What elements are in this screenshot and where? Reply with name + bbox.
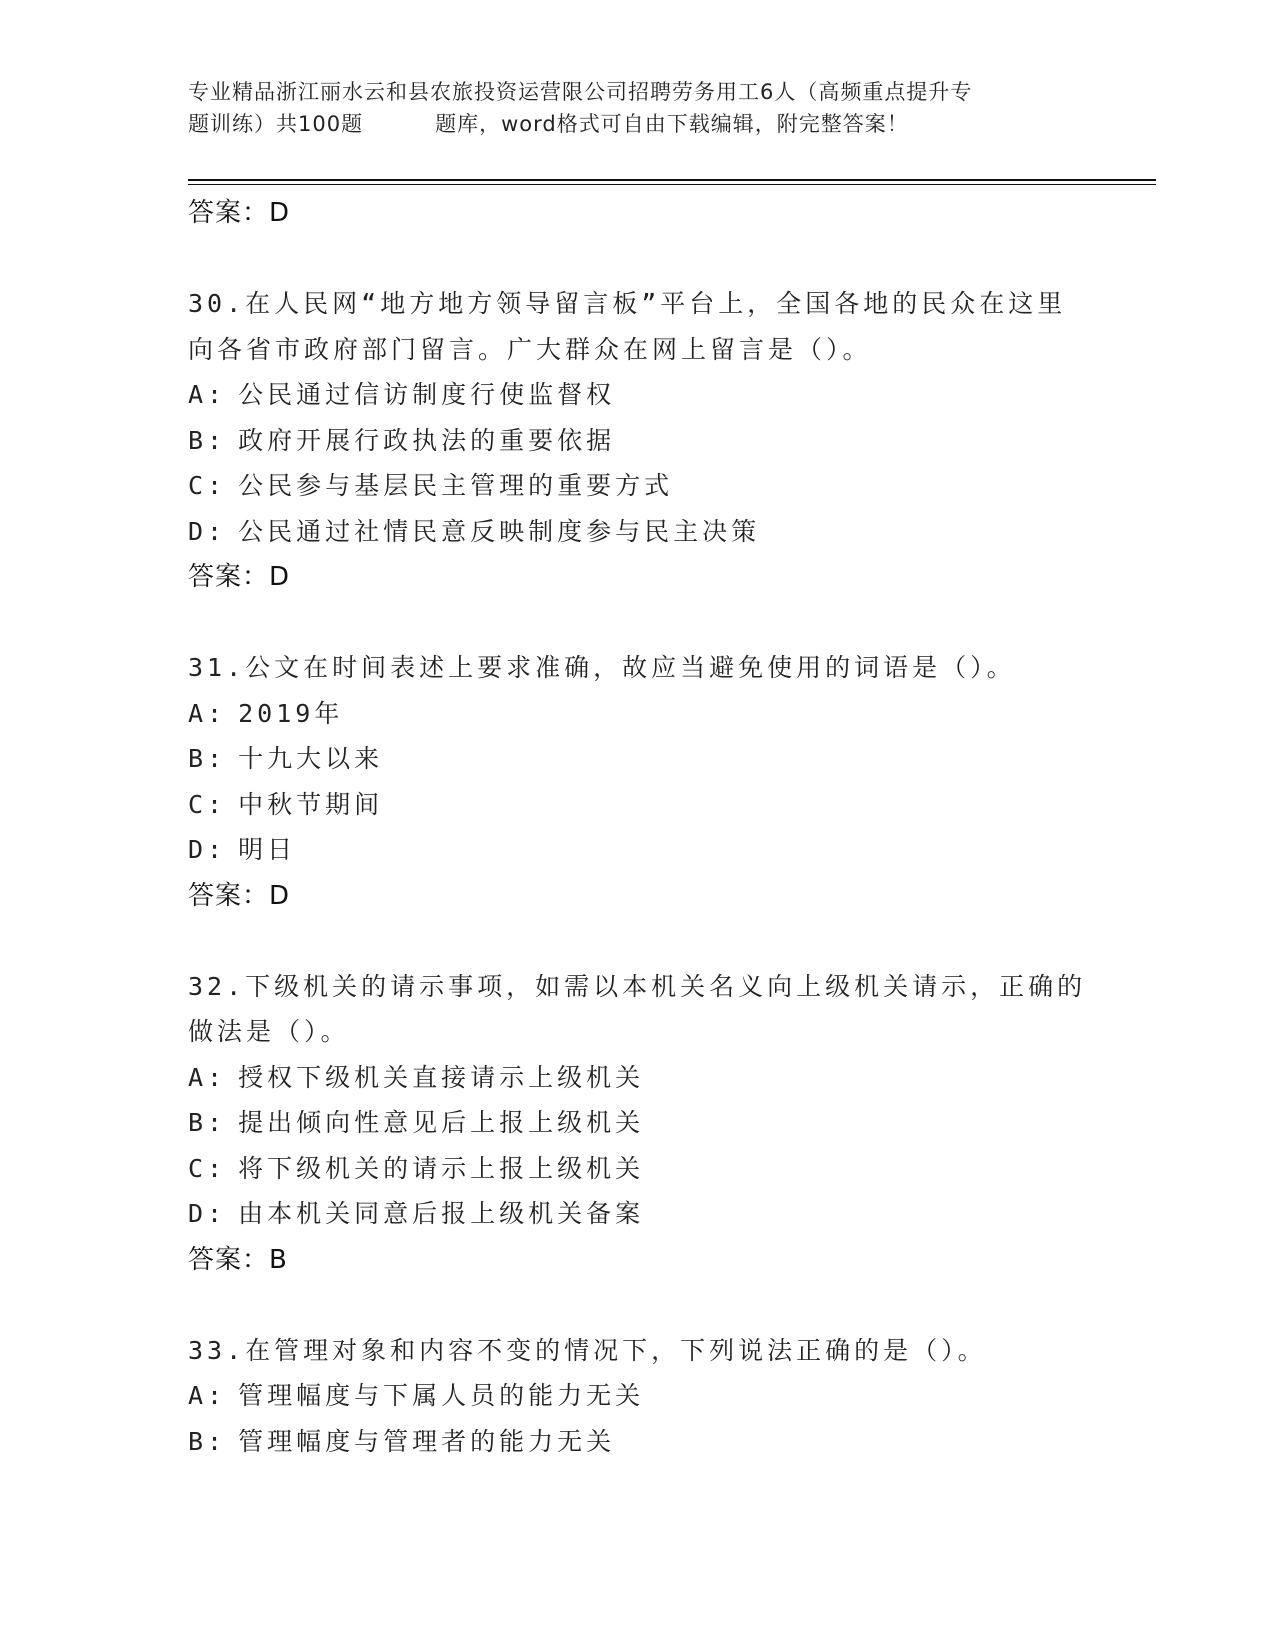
option-key: C: (188, 1153, 227, 1183)
option-text: 政府开展行政执法的重要依据 (238, 425, 616, 455)
option-key: C: (188, 471, 227, 500)
option-text: 管理幅度与下属人员的能力无关 (238, 1381, 645, 1410)
option-b (188, 418, 1088, 464)
option-key: B: (188, 425, 227, 455)
option-text: 由本机关同意后报上级机关备案 (238, 1199, 645, 1228)
question-33 (188, 1328, 1088, 1465)
page-header (188, 76, 1088, 140)
option-b (188, 1100, 1088, 1146)
option-text: 十九大以来 (238, 744, 384, 773)
option-d (188, 827, 1088, 873)
option-a (188, 691, 1088, 737)
option-key: A: (188, 1381, 227, 1410)
option-b (188, 1419, 1088, 1465)
option-key: B: (188, 1108, 227, 1137)
header-line-2-part-2: 题库，word格式可自由下载编辑，附完整答案！ (435, 112, 909, 136)
header-rule-thick (188, 179, 1156, 181)
option-key: C: (188, 789, 227, 819)
option-text: 公民通过社情民意反映制度参与民主决策 (238, 516, 761, 546)
option-text: 将下级机关的请示上报上级机关 (238, 1153, 645, 1183)
option-c (188, 1146, 1088, 1192)
option-text: 提出倾向性意见后上报上级机关 (238, 1108, 645, 1137)
option-text: 中秋节期间 (238, 789, 384, 819)
option-a (188, 1055, 1088, 1101)
answer-line: 答案：D (188, 198, 291, 228)
option-key: D: (188, 516, 227, 546)
option-d (188, 1191, 1088, 1237)
option-text: 管理幅度与管理者的能力无关 (238, 1426, 616, 1456)
option-key: A: (188, 1062, 227, 1092)
option-text: 明日 (238, 835, 297, 864)
option-text: 授权下级机关直接请示上级机关 (238, 1062, 645, 1092)
option-c (188, 782, 1088, 828)
question-30 (188, 281, 1088, 600)
option-key: D: (188, 835, 227, 864)
option-text: 公民通过信访制度行使监督权 (238, 380, 616, 409)
question-list (188, 190, 1088, 1464)
question-31 (188, 645, 1088, 919)
option-b (188, 736, 1088, 782)
option-key: B: (188, 1426, 227, 1456)
option-key: D: (188, 1199, 227, 1228)
answer-line: 答案：D (188, 880, 291, 911)
question-stem: 32.下级机关的请示事项，如需以本机关名义向上级机关请示，正确的做法是（）。 (188, 971, 1087, 1046)
header-line-2-part-1: 题训练）共100题 (188, 112, 364, 136)
header-line-2 (188, 108, 1088, 140)
option-a (188, 1373, 1088, 1419)
option-key: A: (188, 380, 227, 409)
option-key: B: (188, 744, 227, 773)
question-32 (188, 964, 1088, 1283)
option-c (188, 463, 1088, 509)
question-stem: 30.在人民网“地方地方领导留言板”平台上，全国各地的民众在这里向各省市政府部门留言。广大群众在网上留言是（）。 (188, 289, 1067, 364)
header-line-1: 专业精品浙江丽水云和县农旅投资运营限公司招聘劳务用工6人（高频重点提升专 (188, 80, 973, 104)
option-d (188, 509, 1088, 555)
header-rule-thin (188, 184, 1156, 185)
option-text: 2019年 (238, 698, 344, 728)
question-stem: 31.公文在时间表述上要求准确，故应当避免使用的词语是（）。 (188, 653, 1016, 682)
answer-line: 答案：B (188, 1244, 288, 1275)
option-a (188, 372, 1088, 418)
answer-line: 答案：D (188, 562, 291, 592)
question-stem: 33.在管理对象和内容不变的情况下，下列说法正确的是（）。 (188, 1335, 987, 1365)
option-text: 公民参与基层民主管理的重要方式 (238, 471, 674, 500)
option-key: A: (188, 698, 227, 728)
